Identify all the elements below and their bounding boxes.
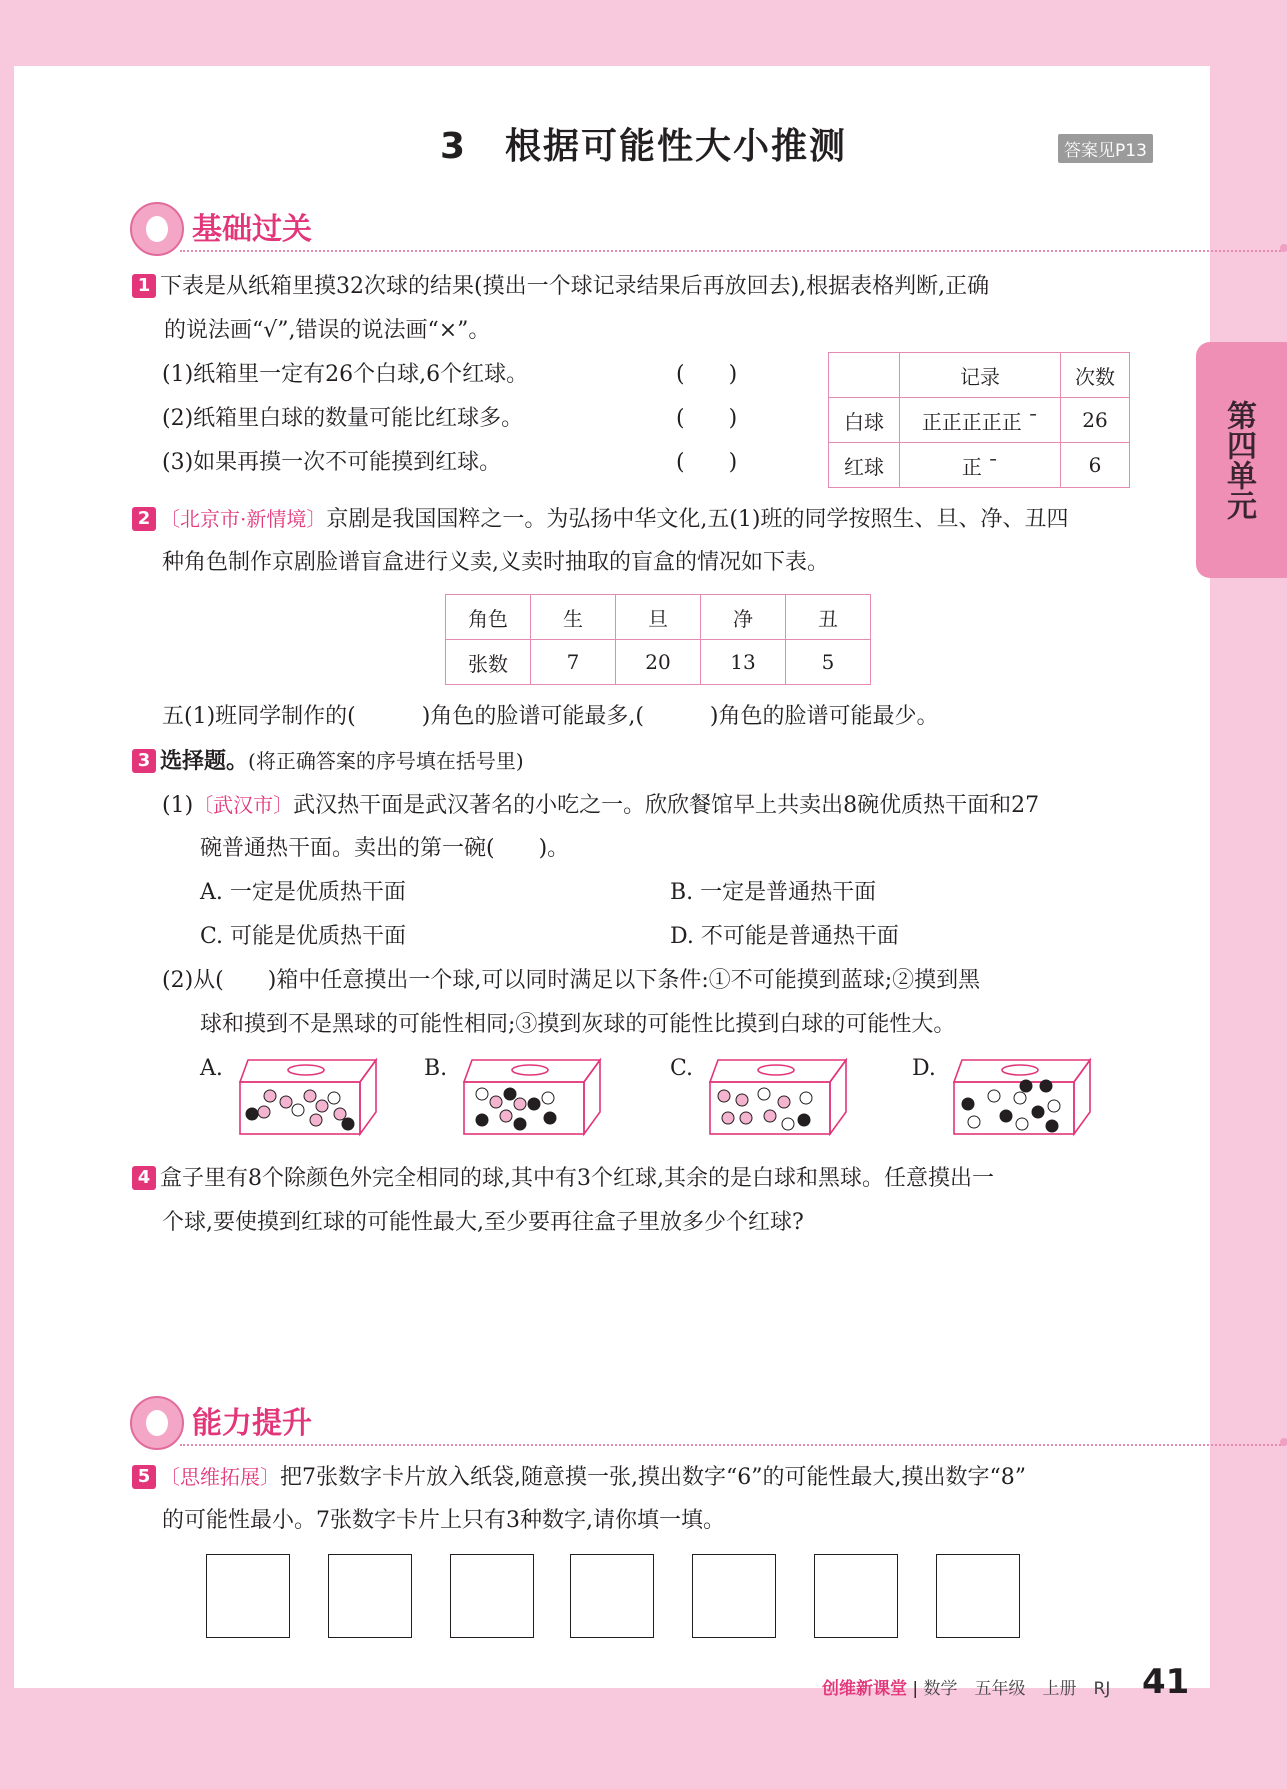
footer: 创维新课堂 | 数学 五年级 上册 RJ <box>822 1679 1111 1699</box>
dots-icon <box>1280 240 1287 258</box>
q3-1-option-c[interactable]: C. 可能是优质热干面 <box>200 924 407 949</box>
q5-line2: 的可能性最小。7张数字卡片上只有3种数字,请你填一填。 <box>162 1508 725 1533</box>
ball-box-d-icon[interactable] <box>950 1052 1100 1138</box>
table-cell: 白球 <box>829 398 900 443</box>
q3-1-option-b[interactable]: B. 一定是普通热干面 <box>670 880 877 905</box>
footer-brand: 创维新课堂 <box>822 1679 907 1699</box>
table-header: 生 <box>531 595 616 640</box>
mascot-icon <box>130 1396 184 1450</box>
number-card-box-2[interactable] <box>328 1554 412 1638</box>
page-number: 41 <box>1142 1662 1190 1702</box>
number-card-box-4[interactable] <box>570 1554 654 1638</box>
unit-tab-label: 第四单元 <box>1221 400 1256 520</box>
q3-2-option-b-label[interactable]: B. <box>424 1056 448 1081</box>
q1-answer-bracket-3[interactable]: ( ) <box>676 450 738 475</box>
q3-1-option-a[interactable]: A. 一定是优质热干面 <box>200 880 406 905</box>
table-header: 记录 <box>900 353 1061 398</box>
q5-tag: 〔思维拓展〕 <box>160 1465 280 1489</box>
table-cell: 7 <box>531 640 616 685</box>
table-header: 净 <box>701 595 786 640</box>
ball-box-a-icon[interactable] <box>236 1052 386 1138</box>
table-cell: 5 <box>786 640 871 685</box>
q1-line2: 的说法画“√”,错误的说法画“×”。 <box>164 318 491 343</box>
q5-number-badge: 5 <box>132 1465 156 1489</box>
q3-2-line1: (2)从( )箱中任意摸出一个球,可以同时满足以下条件:①不可能摸到蓝球;②摸到黑 <box>162 968 981 993</box>
table-header: 旦 <box>616 595 701 640</box>
q1-item-2: (2)纸箱里白球的数量可能比红球多。 <box>162 406 524 431</box>
table-cell: 20 <box>616 640 701 685</box>
q2-number-badge: 2 <box>132 507 156 531</box>
section-title: 基础过关 <box>192 212 312 247</box>
q3-2-option-c-label[interactable]: C. <box>670 1056 694 1081</box>
q3-1-line2: 碗普通热干面。卖出的第一碗( )。 <box>200 836 570 861</box>
q3-1-line1: (1)〔武汉市〕武汉热干面是武汉著名的小吃之一。欣欣餐馆早上共卖出8碗优质热干面和27 <box>162 793 1040 818</box>
q1-item-1: (1)纸箱里一定有26个白球,6个红球。 <box>162 362 529 387</box>
number-card-box-1[interactable] <box>206 1554 290 1638</box>
table-header: 丑 <box>786 595 871 640</box>
q5-line1: 5 〔思维拓展〕把7张数字卡片放入纸袋,随意摸一张,摸出数字“6”的可能性最大,摸出数字“8” <box>132 1462 1026 1493</box>
q3-2-option-a-label[interactable]: A. <box>200 1056 223 1081</box>
table-header: 次数 <box>1061 353 1130 398</box>
q3-2-line2: 球和摸到不是黑球的可能性相同;③摸到灰球的可能性比摸到白球的可能性大。 <box>200 1012 956 1037</box>
section-header-advanced <box>130 1394 1287 1450</box>
q3-1-tag: 〔武汉市〕 <box>193 793 294 817</box>
q2-line1: 2 〔北京市·新情境〕京剧是我国国粹之一。为弘扬中华文化,五(1)班的同学按照生、旦、净、丑四 <box>132 504 1069 535</box>
q1-number-badge: 1 <box>132 274 156 298</box>
number-card-box-5[interactable] <box>692 1554 776 1638</box>
answer-reference: 答案见P13 <box>1058 134 1153 163</box>
q2-tag: 〔北京市·新情境〕 <box>160 507 327 531</box>
q3-1-option-d[interactable]: D. 不可能是普通热干面 <box>670 924 899 949</box>
q4-line2: 个球,要使摸到红球的可能性最大,至少要再往盒子里放多少个红球? <box>162 1210 804 1235</box>
mascot-icon <box>130 202 184 256</box>
footer-info: 数学 五年级 上册 RJ <box>923 1679 1111 1699</box>
number-card-box-6[interactable] <box>814 1554 898 1638</box>
q1-answer-bracket-2[interactable]: ( ) <box>676 406 738 431</box>
number-card-box-7[interactable] <box>936 1554 1020 1638</box>
table-cell <box>829 353 900 398</box>
section-title: 能力提升 <box>192 1406 312 1441</box>
q3-number-badge: 3 <box>132 749 156 773</box>
table-cell: 正 ˉ <box>900 443 1061 488</box>
table-cell: 张数 <box>446 640 531 685</box>
table-cell: 红球 <box>829 443 900 488</box>
q2-line2: 种角色制作京剧脸谱盲盒进行义卖,义卖时抽取的盲盒的情况如下表。 <box>162 550 829 575</box>
number-card-box-3[interactable] <box>450 1554 534 1638</box>
q3-title: 3 选择题。(将正确答案的序号填在括号里) <box>132 746 524 777</box>
q1-item-3: (3)如果再摸一次不可能摸到红球。 <box>162 450 502 475</box>
q1-record-table <box>828 352 1130 488</box>
table-header: 角色 <box>446 595 531 640</box>
q2-role-table <box>445 594 871 685</box>
table-cell: 正正正正正 ˉ <box>900 398 1061 443</box>
page-title: 3 根据可能性大小推测 <box>439 126 848 167</box>
q4-number-badge: 4 <box>132 1166 156 1190</box>
table-cell: 13 <box>701 640 786 685</box>
q1-answer-bracket-1[interactable]: ( ) <box>676 362 738 387</box>
table-cell: 26 <box>1061 398 1130 443</box>
q1-line1: 1 下表是从纸箱里摸32次球的结果(摸出一个球记录结果后再放回去),根据表格判断,正确 <box>132 272 989 302</box>
q2-fill-blank[interactable]: 五(1)班同学制作的( )角色的脸谱可能最多,( )角色的脸谱可能最少。 <box>162 704 939 729</box>
q4-line1: 4 盒子里有8个除颜色外完全相同的球,其中有3个红球,其余的是白球和黑球。任意摸出一 <box>132 1164 994 1194</box>
dots-icon <box>1280 1434 1287 1452</box>
section-header-basic <box>130 200 1287 256</box>
ball-box-c-icon[interactable] <box>706 1052 856 1138</box>
ball-box-b-icon[interactable] <box>460 1052 610 1138</box>
table-cell: 6 <box>1061 443 1130 488</box>
q3-2-option-d-label[interactable]: D. <box>912 1056 936 1081</box>
